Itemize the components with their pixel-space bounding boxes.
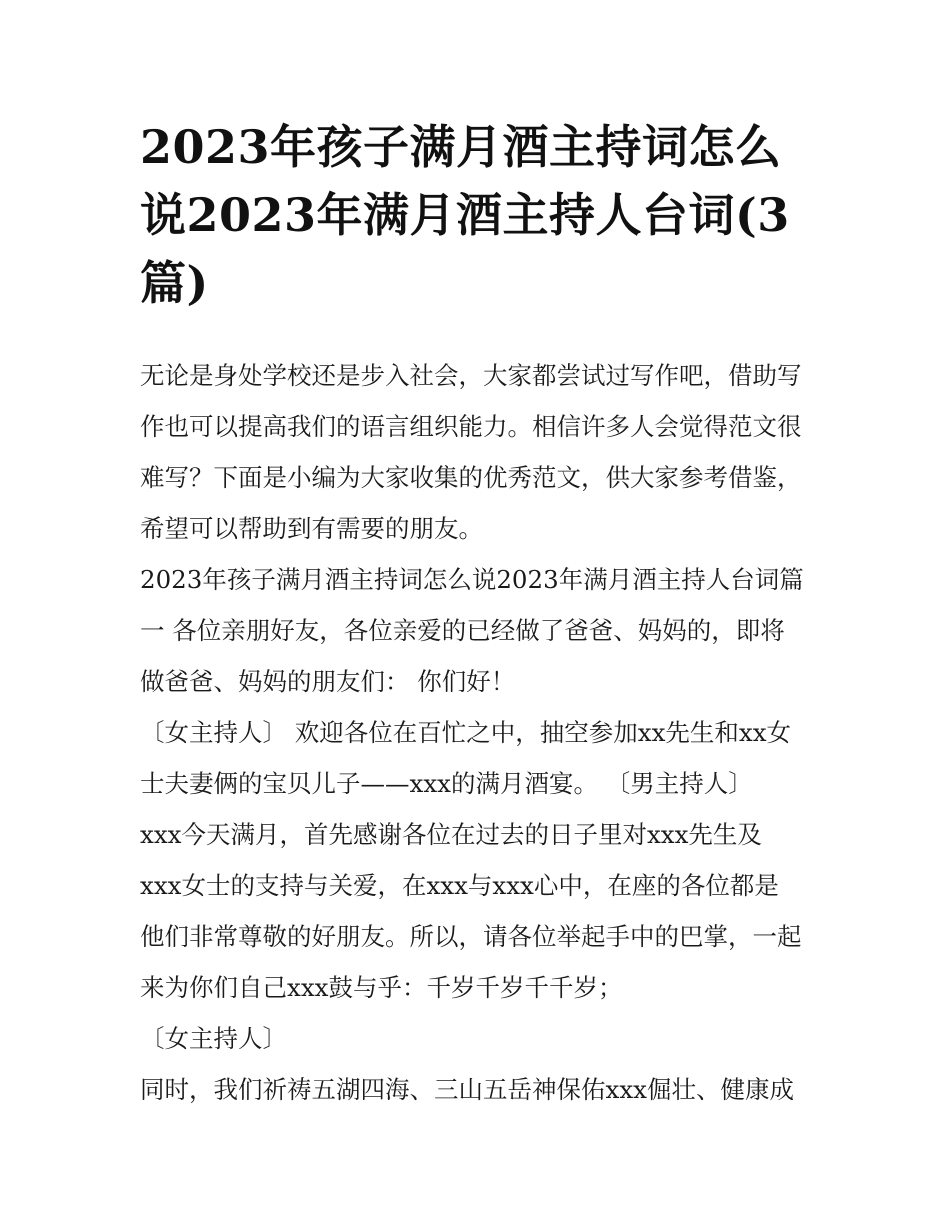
text-line: 来为你们自己xxx鼓与乎：千岁千岁千千岁；: [140, 973, 623, 1002]
text-line: 一 各位亲朋好友，各位亲爱的已经做了爸爸、妈妈的，即将: [140, 616, 785, 645]
speaker-label-paragraph: [140, 1013, 820, 1064]
text-line: 他们非常尊敬的好朋友。所以，请各位举起手中的巴掌，一起: [140, 922, 802, 951]
text-line: 士夫妻俩的宝贝儿子——xxx的满月酒宴。 〔男主持人〕: [140, 769, 753, 798]
dialogue-paragraph: [140, 1064, 820, 1115]
text-line: 难写？下面是小编为大家收集的优秀范文，供大家参考借鉴，: [140, 463, 802, 492]
text-line: xxx女士的支持与关爱，在xxx与xxx心中，在座的各位都是: [140, 871, 779, 900]
text-line: 2023年孩子满月酒主持词怎么说2023年满月酒主持人台词篇: [140, 565, 804, 594]
section-heading-paragraph: [140, 554, 820, 707]
text-line: 希望可以帮助到有需要的朋友。: [140, 514, 483, 543]
intro-paragraph: [140, 350, 820, 554]
text-line: 做爸爸、妈妈的朋友们： 你们好！: [140, 667, 516, 696]
text-line: 同时，我们祈祷五湖四海、三山五岳神保佑xxx倔壮、健康成: [140, 1075, 794, 1104]
document-title: [140, 113, 820, 317]
dialogue-paragraph: [140, 707, 820, 1013]
document-body: [140, 350, 820, 1115]
title-line: 2023年孩子满月酒主持词怎么: [140, 120, 782, 174]
title-line: 篇): [140, 256, 209, 310]
text-line: 作也可以提高我们的语言组织能力。相信许多人会觉得范文很: [140, 412, 802, 441]
text-line: 无论是身处学校还是步入社会，大家都尝试过写作吧，借助写: [140, 361, 802, 390]
title-line: 说2023年满月酒主持人台词(3: [140, 188, 790, 242]
text-line: 〔女主持人〕: [140, 1024, 287, 1053]
text-line: xxx今天满月，首先感谢各位在过去的日子里对xxx先生及: [140, 820, 762, 849]
text-line: 〔女主持人〕 欢迎各位在百忙之中，抽空参加xx先生和xx女: [140, 718, 792, 747]
